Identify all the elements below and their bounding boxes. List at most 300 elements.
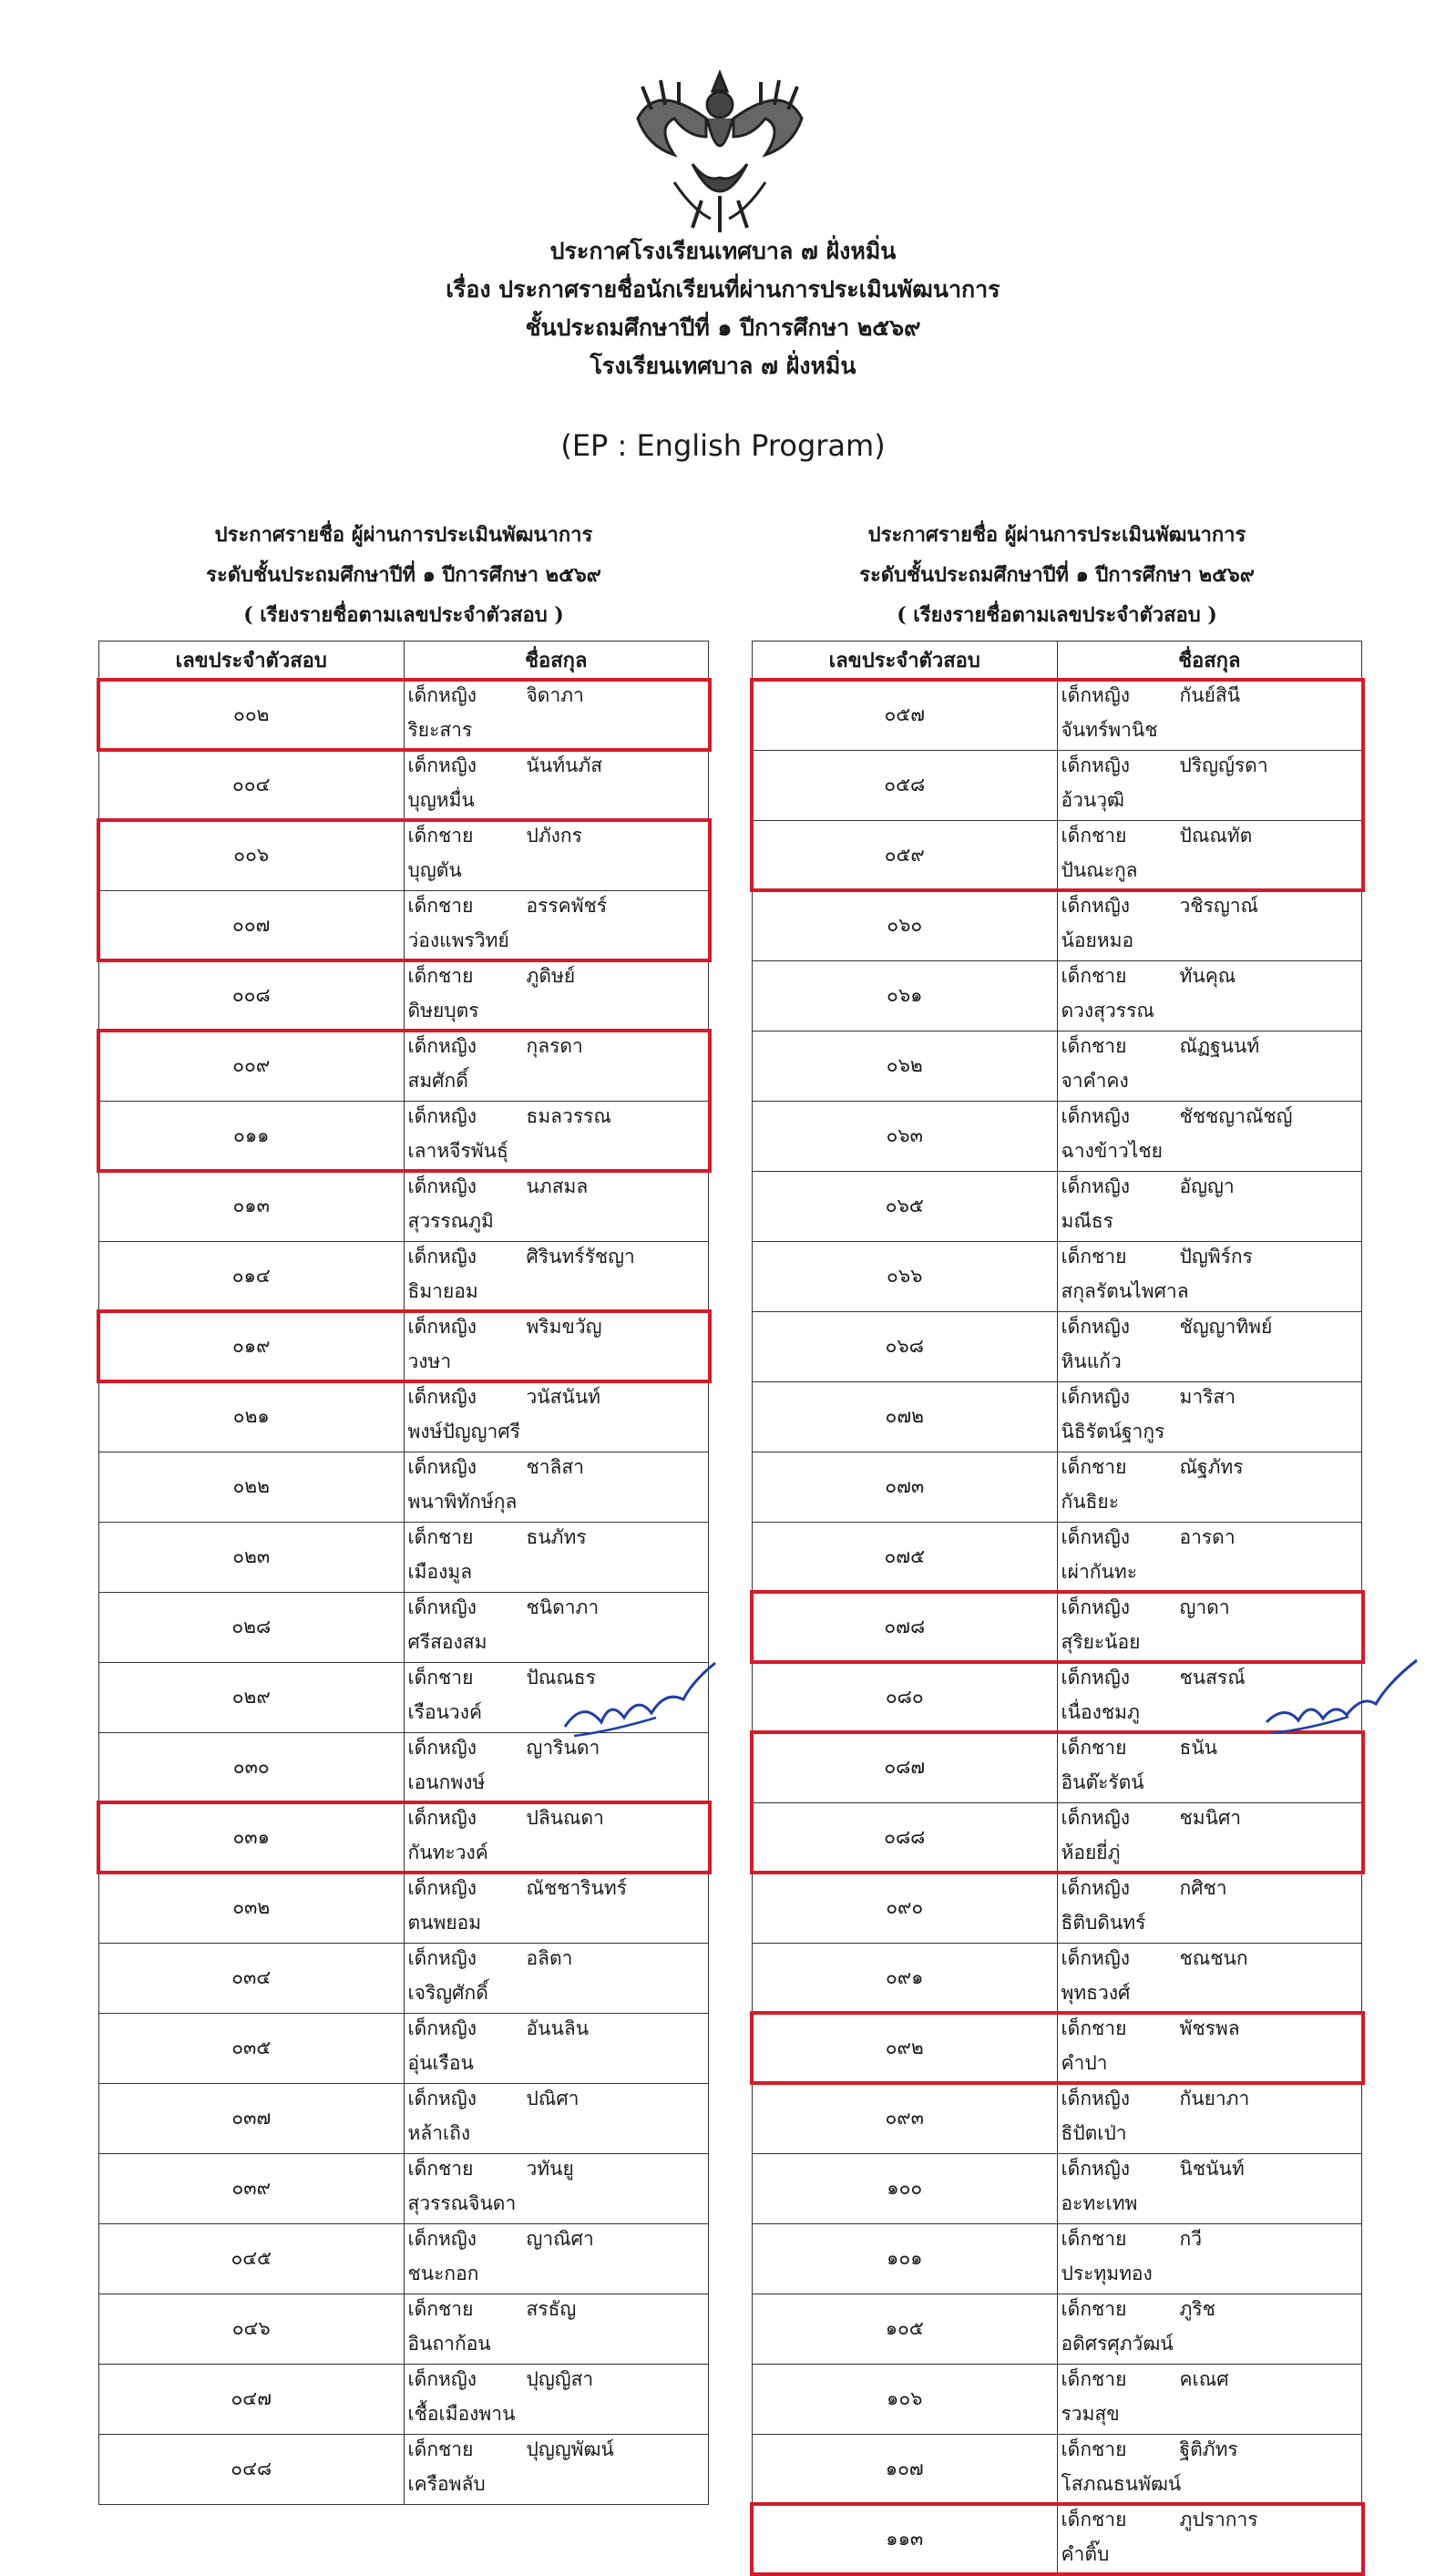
student-name-cell [404, 2434, 709, 2504]
exam-id-cell: ๐๐๖ [99, 820, 405, 890]
table-row [99, 2223, 709, 2294]
student-name-cell [404, 1452, 709, 1522]
table-row [99, 2083, 709, 2153]
exam-id-cell: ๐๗๓ [753, 1452, 1058, 1522]
exam-id-cell: ๐๖๐ [753, 890, 1058, 960]
student-name-cell [404, 2153, 709, 2223]
exam-id-cell: ๐๓๐ [99, 1732, 405, 1802]
name-title: เด็กหญิง [1061, 1104, 1131, 1127]
last-name: เมืองมูล [407, 1560, 473, 1583]
last-name: ห้อยยี่ภู่ [1061, 1841, 1121, 1863]
name-title: เด็กชาย [1061, 2367, 1127, 2390]
table-row [753, 1802, 1362, 1873]
exam-id-cell: ๐๐๗ [99, 890, 405, 960]
student-name-cell [404, 820, 709, 890]
last-name: ธิปัตเป่า [1061, 2121, 1127, 2144]
student-name-cell [1057, 1452, 1362, 1522]
name-title: เด็กหญิง [407, 1455, 477, 1478]
exam-id-cell: ๐๐๒ [99, 680, 405, 750]
student-name-cell [1057, 2294, 1362, 2364]
last-name: ธิติบดินทร์ [1061, 1911, 1146, 1934]
first-name: ธมลวรรณ [526, 1104, 611, 1127]
table-row [753, 1311, 1362, 1381]
student-name-cell [1057, 820, 1362, 890]
student-name-cell [404, 2364, 709, 2434]
table-row [753, 890, 1362, 960]
name-title: เด็กหญิง [1061, 1385, 1131, 1408]
last-name: ว่องแพรวิทย์ [407, 929, 509, 951]
last-name: เอนกพงษ์ [407, 1770, 486, 1793]
exam-id-cell: ๐๖๒ [753, 1031, 1058, 1101]
name-title: เด็กชาย [1061, 2017, 1127, 2039]
name-title: เด็กหญิง [1061, 683, 1131, 706]
name-title: เด็กชาย [1061, 1736, 1127, 1759]
exam-id-cell: ๐๓๙ [99, 2153, 405, 2223]
name-title: เด็กหญิง [407, 1034, 477, 1057]
exam-id-cell: ๐๖๖ [753, 1241, 1058, 1311]
table-row [753, 680, 1362, 750]
student-name-cell [1057, 1031, 1362, 1101]
first-name: อัญญา [1179, 1175, 1235, 1197]
student-name-cell [1057, 1101, 1362, 1171]
left-student-table [98, 641, 709, 2505]
first-name: ชมนิศา [1179, 1806, 1242, 1829]
exam-id-cell: ๐๐๘ [99, 960, 405, 1031]
name-title: เด็กหญิง [407, 1385, 477, 1408]
first-name: ภูดิษย์ [526, 964, 576, 987]
name-title: เด็กชาย [1061, 1245, 1127, 1267]
first-name: ทันคุณ [1179, 964, 1236, 987]
last-name: สุริยะน้อย [1061, 1630, 1141, 1653]
first-name: อรรคพัชร์ [526, 894, 608, 917]
student-name-cell [404, 2223, 709, 2294]
table-row [753, 1101, 1362, 1171]
name-title: เด็กหญิง [407, 1806, 477, 1829]
exam-id-cell: ๐๕๘ [753, 750, 1058, 820]
exam-id-cell: ๐๘๐ [753, 1662, 1058, 1732]
first-name: ชนิดาภา [526, 1596, 600, 1618]
first-name: ปลินณดา [526, 1806, 604, 1829]
student-name-cell [1057, 2434, 1362, 2504]
exam-id-cell: ๐๐๙ [99, 1031, 405, 1101]
first-name: ชัญญาทิพย์ [1179, 1315, 1273, 1338]
name-title: เด็กชาย [1061, 2297, 1127, 2320]
first-name: กันย์สินี [1179, 683, 1241, 706]
name-title: เด็กหญิง [407, 2017, 477, 2039]
exam-id-cell: ๐๑๙ [99, 1311, 405, 1381]
exam-id-cell: ๐๒๑ [99, 1381, 405, 1452]
name-title: เด็กหญิง [1061, 1946, 1131, 1969]
student-name-cell [1057, 960, 1362, 1031]
announcement-header [0, 232, 1446, 385]
exam-id-cell: ๐๕๗ [753, 680, 1058, 750]
table-row [99, 2364, 709, 2434]
student-name-cell [404, 1873, 709, 1943]
name-title: เด็กหญิง [407, 683, 477, 706]
last-name: บุญหมื่น [407, 788, 475, 811]
last-name: พนาพิทักษ์กุล [407, 1490, 518, 1513]
exam-id-cell: ๐๗๘ [753, 1592, 1058, 1662]
student-name-cell [1057, 1241, 1362, 1311]
table-row [753, 960, 1362, 1031]
last-name: คำติ๊บ [1061, 2542, 1110, 2565]
last-name: สุวรรณจินดา [407, 2191, 517, 2214]
program-label: (EP : English Program) [560, 428, 886, 463]
exam-id-cell: ๐๔๕ [99, 2223, 405, 2294]
last-name: บุญตัน [407, 858, 462, 881]
exam-id-cell: ๐๙๓ [753, 2083, 1058, 2153]
student-name-cell [404, 1031, 709, 1101]
last-name: วงษา [407, 1350, 452, 1372]
name-title: เด็กหญิง [407, 1315, 477, 1338]
name-title: เด็กหญิง [1061, 1315, 1131, 1338]
first-name: นภสมล [526, 1175, 589, 1197]
table-row [753, 2223, 1362, 2294]
exam-id-cell: ๐๖๑ [753, 960, 1058, 1031]
student-name-cell [404, 1802, 709, 1873]
last-name: ประทุมทอง [1061, 2262, 1153, 2284]
last-name: พงษ์ปัญญาศรี [407, 1420, 520, 1442]
exam-id-cell: ๐๒๒ [99, 1452, 405, 1522]
table-row [753, 1031, 1362, 1101]
student-name-cell [404, 1381, 709, 1452]
name-title: เด็กชาย [407, 1525, 474, 1548]
table-row [753, 2153, 1362, 2223]
first-name: จิดาภา [526, 683, 584, 706]
student-name-cell [404, 2083, 709, 2153]
table-row [753, 2504, 1362, 2574]
name-title: เด็กชาย [407, 964, 474, 987]
last-name: อินถาก้อน [407, 2332, 491, 2355]
last-name: ดิษยบุตร [407, 999, 479, 1021]
first-name: อารดา [1179, 1525, 1236, 1548]
table-row [99, 890, 709, 960]
first-name: ชณชนก [1179, 1946, 1248, 1969]
header-line-2: เรื่อง ประกาศรายชื่อนักเรียนที่ผ่านการประเมินพัฒนาการ [446, 276, 1000, 303]
first-name: ธนัน [1179, 1736, 1218, 1759]
first-name: กศิชา [1179, 1876, 1227, 1899]
first-name: วชิรญาณ์ [1179, 894, 1258, 917]
left-title-2: ระดับชั้นประถมศึกษาปีที่ ๑ ปีการศึกษา ๒๕๖๙ [206, 563, 601, 587]
table-row [99, 2153, 709, 2223]
table-row [99, 1101, 709, 1171]
student-name-cell [404, 680, 709, 750]
table-row [753, 2294, 1362, 2364]
table-row [99, 2294, 709, 2364]
exam-id-cell: ๐๗๕ [753, 1522, 1058, 1592]
student-name-cell [1057, 2223, 1362, 2294]
name-title: เด็กหญิง [407, 1245, 477, 1267]
first-name: พริมขวัญ [526, 1315, 602, 1338]
student-name-cell [1057, 1171, 1362, 1241]
last-name: อุ่นเรือน [407, 2051, 474, 2074]
student-name-cell [1057, 750, 1362, 820]
student-name-cell [404, 890, 709, 960]
table-row [753, 2083, 1362, 2153]
last-name: มณีธร [1061, 1209, 1113, 1232]
name-title: เด็กชาย [407, 824, 474, 847]
name-title: เด็กหญิง [1061, 1806, 1131, 1829]
last-name: ธิมายอม [407, 1279, 478, 1302]
header-line-4: โรงเรียนเทศบาล ๗ ฝั่งหมิ่น [590, 353, 856, 379]
student-name-cell [1057, 2153, 1362, 2223]
exam-id-cell: ๐๘๘ [753, 1802, 1058, 1873]
last-name: ตนพยอม [407, 1911, 482, 1934]
first-name: ปุญญพัฒน์ [526, 2437, 614, 2460]
garuda-emblem-icon [620, 64, 820, 237]
right-student-table [752, 641, 1362, 2575]
header-line-3: ชั้นประถมศึกษาปีที่ ๑ ปีการศึกษา ๒๕๖๙ [525, 314, 921, 341]
name-title: เด็กหญิง [1061, 1666, 1131, 1688]
name-title: เด็กชาย [407, 1666, 474, 1688]
last-name: หินแก้ว [1061, 1350, 1122, 1372]
name-title: เด็กหญิง [407, 2087, 477, 2109]
exam-id-cell: ๐๓๕ [99, 2013, 405, 2083]
last-name: ชนะกอก [407, 2262, 479, 2284]
exam-id-cell: ๑๐๐ [753, 2153, 1058, 2223]
last-name: ดวงสุวรรณ [1061, 999, 1154, 1021]
first-name: มาริสา [1179, 1385, 1236, 1408]
table-row [753, 1171, 1362, 1241]
exam-id-cell: ๐๔๘ [99, 2434, 405, 2504]
table-row [753, 1522, 1362, 1592]
last-name: เรือนวงค์ [407, 1700, 483, 1723]
student-name-cell [1057, 680, 1362, 750]
student-name-cell [1057, 2083, 1362, 2153]
name-title: เด็กหญิง [407, 2367, 477, 2390]
first-name: ปัณณธร [526, 1666, 596, 1688]
name-title: เด็กชาย [1061, 1034, 1127, 1057]
last-name: กันธิยะ [1061, 1490, 1119, 1513]
column-header-name: ชื่อสกุล [404, 641, 709, 681]
name-title: เด็กชาย [407, 2297, 474, 2320]
name-title: เด็กชาย [407, 894, 474, 917]
last-name: โสภณธนพัฒน์ [1061, 2472, 1182, 2495]
right-panel [752, 515, 1362, 2575]
name-title: เด็กชาย [1061, 2227, 1127, 2250]
last-name: ศรีสองสม [407, 1630, 487, 1653]
table-row [753, 820, 1362, 890]
table-row [99, 1171, 709, 1241]
table-row [99, 2013, 709, 2083]
first-name: กันยาภา [1179, 2087, 1250, 2109]
table-row [99, 750, 709, 820]
exam-id-cell: ๐๓๗ [99, 2083, 405, 2153]
name-title: เด็กหญิง [1061, 2087, 1131, 2109]
first-name: ปภังกร [526, 824, 582, 847]
first-name: คเณศ [1179, 2367, 1229, 2390]
first-name: ณัฐภัทร [1179, 1455, 1244, 1478]
first-name: ปุญญิสา [526, 2367, 594, 2390]
name-title: เด็กชาย [1061, 824, 1127, 847]
exam-id-cell: ๐๑๑ [99, 1101, 405, 1171]
last-name: อดิศรศุภวัฒน์ [1061, 2332, 1174, 2355]
exam-id-cell: ๑๐๗ [753, 2434, 1058, 2504]
name-title: เด็กหญิง [407, 1876, 477, 1899]
student-name-cell [404, 2294, 709, 2364]
first-name: ปริญญ์รดา [1179, 754, 1268, 776]
last-name: นิธิรัตน์ฐากูร [1061, 1420, 1165, 1442]
table-row [753, 2013, 1362, 2083]
left-panel [98, 515, 709, 2505]
exam-id-cell: ๐๙๐ [753, 1873, 1058, 1943]
name-title: เด็กหญิง [407, 2227, 477, 2250]
student-name-cell [404, 1522, 709, 1592]
first-name: นิชนันท์ [1179, 2157, 1245, 2180]
exam-id-cell: ๐๑๔ [99, 1241, 405, 1311]
student-name-cell [1057, 1381, 1362, 1452]
exam-id-cell: ๑๐๖ [753, 2364, 1058, 2434]
table-row [99, 680, 709, 750]
table-row [99, 1311, 709, 1381]
last-name: กันทะวงค์ [407, 1841, 488, 1863]
first-name: ญาดา [1179, 1596, 1230, 1618]
exam-id-cell: ๑๑๓ [753, 2504, 1058, 2574]
first-name: ณัฏฐนนท์ [1179, 1034, 1260, 1057]
name-title: เด็กหญิง [1061, 1525, 1131, 1548]
exam-id-cell: ๐๙๑ [753, 1943, 1058, 2013]
last-name: อ้วนวุฒิ [1061, 788, 1125, 811]
table-row [753, 2364, 1362, 2434]
last-name: อะทะเทพ [1061, 2191, 1138, 2214]
first-name: อันนลิน [526, 2017, 590, 2039]
last-name: จาคำคง [1061, 1069, 1129, 1092]
last-name: เนื่องชมภู [1061, 1700, 1140, 1723]
student-name-cell [404, 1241, 709, 1311]
first-name: ฐิติภัทร [1179, 2437, 1238, 2460]
exam-id-cell: ๐๐๔ [99, 750, 405, 820]
table-header-row [99, 641, 709, 681]
first-name: ญาณิศา [526, 2227, 594, 2250]
exam-id-cell: ๑๐๑ [753, 2223, 1058, 2294]
last-name: สุวรรณภูมิ [407, 1209, 494, 1232]
name-title: เด็กหญิง [1061, 1596, 1131, 1618]
student-name-cell [1057, 2013, 1362, 2083]
column-header-id: เลขประจำตัวสอบ [753, 641, 1058, 681]
exam-id-cell: ๐๓๒ [99, 1873, 405, 1943]
name-title: เด็กหญิง [1061, 894, 1131, 917]
exam-id-cell: ๐๒๘ [99, 1592, 405, 1662]
student-name-cell [1057, 1943, 1362, 2013]
first-name: ธนภัทร [526, 1525, 587, 1548]
last-name: สกุลรัตนไพศาล [1061, 1279, 1189, 1302]
name-title: เด็กหญิง [407, 754, 477, 776]
exam-id-cell: ๐๘๗ [753, 1732, 1058, 1802]
last-name: คำปา [1061, 2051, 1108, 2074]
first-name: ศิรินทร์รัชญา [526, 1245, 635, 1267]
first-name: ชัชชญาณัชญ์ [1179, 1104, 1293, 1127]
last-name: หล้าเถิง [407, 2121, 471, 2144]
last-name: น้อยหมอ [1061, 929, 1134, 951]
name-title: เด็กหญิง [407, 1736, 477, 1759]
table-row [99, 1031, 709, 1101]
first-name: ปณิศา [526, 2087, 579, 2109]
last-name: เผ่ากันทะ [1061, 1560, 1137, 1583]
name-title: เด็กชาย [1061, 964, 1127, 987]
exam-id-cell: ๐๑๓ [99, 1171, 405, 1241]
student-name-cell [404, 1943, 709, 2013]
column-header-id: เลขประจำตัวสอบ [99, 641, 405, 681]
exam-id-cell: ๐๖๘ [753, 1311, 1058, 1381]
exam-id-cell: ๑๐๕ [753, 2294, 1058, 2364]
student-name-cell [404, 2013, 709, 2083]
first-name: นันท์นภัส [526, 754, 603, 776]
exam-id-cell: ๐๔๖ [99, 2294, 405, 2364]
first-name: ชนสรณ์ [1179, 1666, 1246, 1688]
name-title: เด็กหญิง [407, 1104, 477, 1127]
first-name: ณัชชารินทร์ [526, 1876, 628, 1899]
name-title: เด็กชาย [1061, 2437, 1127, 2460]
first-name: อลิตา [526, 1946, 573, 1969]
right-title-1: ประกาศรายชื่อ ผู้ผ่านการประเมินพัฒนาการ [867, 523, 1246, 547]
name-title: เด็กหญิง [1061, 754, 1131, 776]
table-row [753, 1381, 1362, 1452]
first-name: กุลรดา [526, 1034, 583, 1057]
last-name: พุทธวงศ์ [1061, 1981, 1131, 2004]
table-row [99, 1241, 709, 1311]
header-line-1: ประกาศโรงเรียนเทศบาล ๗ ฝั่งหมิ่น [549, 238, 897, 264]
last-name: อินต๊ะรัตน์ [1061, 1770, 1144, 1793]
student-name-cell [404, 1101, 709, 1171]
table-header-row [753, 641, 1362, 681]
table-row [753, 2434, 1362, 2504]
table-row [99, 960, 709, 1031]
table-row [99, 820, 709, 890]
table-row [99, 1381, 709, 1452]
first-name: วนัสนันท์ [526, 1385, 601, 1408]
name-title: เด็กชาย [407, 2437, 474, 2460]
left-title-1: ประกาศรายชื่อ ผู้ผ่านการประเมินพัฒนาการ [214, 523, 593, 547]
table-row [753, 1943, 1362, 2013]
exam-id-cell: ๐๒๙ [99, 1662, 405, 1732]
last-name: เลาหจีรพันธุ์ [407, 1139, 508, 1162]
student-name-cell [404, 1311, 709, 1381]
signature-left-icon [556, 1645, 720, 1745]
left-title-3: ( เรียงรายชื่อตามเลขประจำตัวสอบ ) [243, 603, 564, 627]
student-name-cell [404, 1171, 709, 1241]
exam-id-cell: ๐๓๔ [99, 1943, 405, 2013]
last-name: เครือพลับ [407, 2472, 486, 2495]
last-name: รวมสุข [1061, 2402, 1120, 2425]
name-title: เด็กหญิง [407, 1596, 477, 1618]
student-name-cell [1057, 2364, 1362, 2434]
first-name: ภูริช [1179, 2297, 1215, 2320]
student-name-cell [1057, 1522, 1362, 1592]
student-name-cell [1057, 2504, 1362, 2574]
name-title: เด็กหญิง [1061, 1876, 1131, 1899]
student-name-cell [1057, 890, 1362, 960]
exam-id-cell: ๐๙๒ [753, 2013, 1058, 2083]
table-row [753, 750, 1362, 820]
last-name: เชื้อเมืองพาน [407, 2402, 516, 2425]
student-name-cell [404, 960, 709, 1031]
name-title: เด็กหญิง [1061, 2157, 1131, 2180]
first-name: ชาลิสา [526, 1455, 585, 1478]
exam-id-cell: ๐๕๙ [753, 820, 1058, 890]
table-row [99, 1873, 709, 1943]
exam-id-cell: ๐๔๗ [99, 2364, 405, 2434]
table-row [99, 1943, 709, 2013]
name-title: เด็กชาย [407, 2157, 474, 2180]
first-name: กวี [1179, 2227, 1203, 2250]
first-name: สรธัญ [526, 2297, 577, 2320]
exam-id-cell: ๐๒๓ [99, 1522, 405, 1592]
name-title: เด็กหญิง [1061, 1175, 1131, 1197]
last-name: ปันณะกูล [1061, 858, 1138, 881]
signature-right-icon [1257, 1649, 1421, 1750]
table-row [99, 1452, 709, 1522]
first-name: ญารินดา [526, 1736, 600, 1759]
